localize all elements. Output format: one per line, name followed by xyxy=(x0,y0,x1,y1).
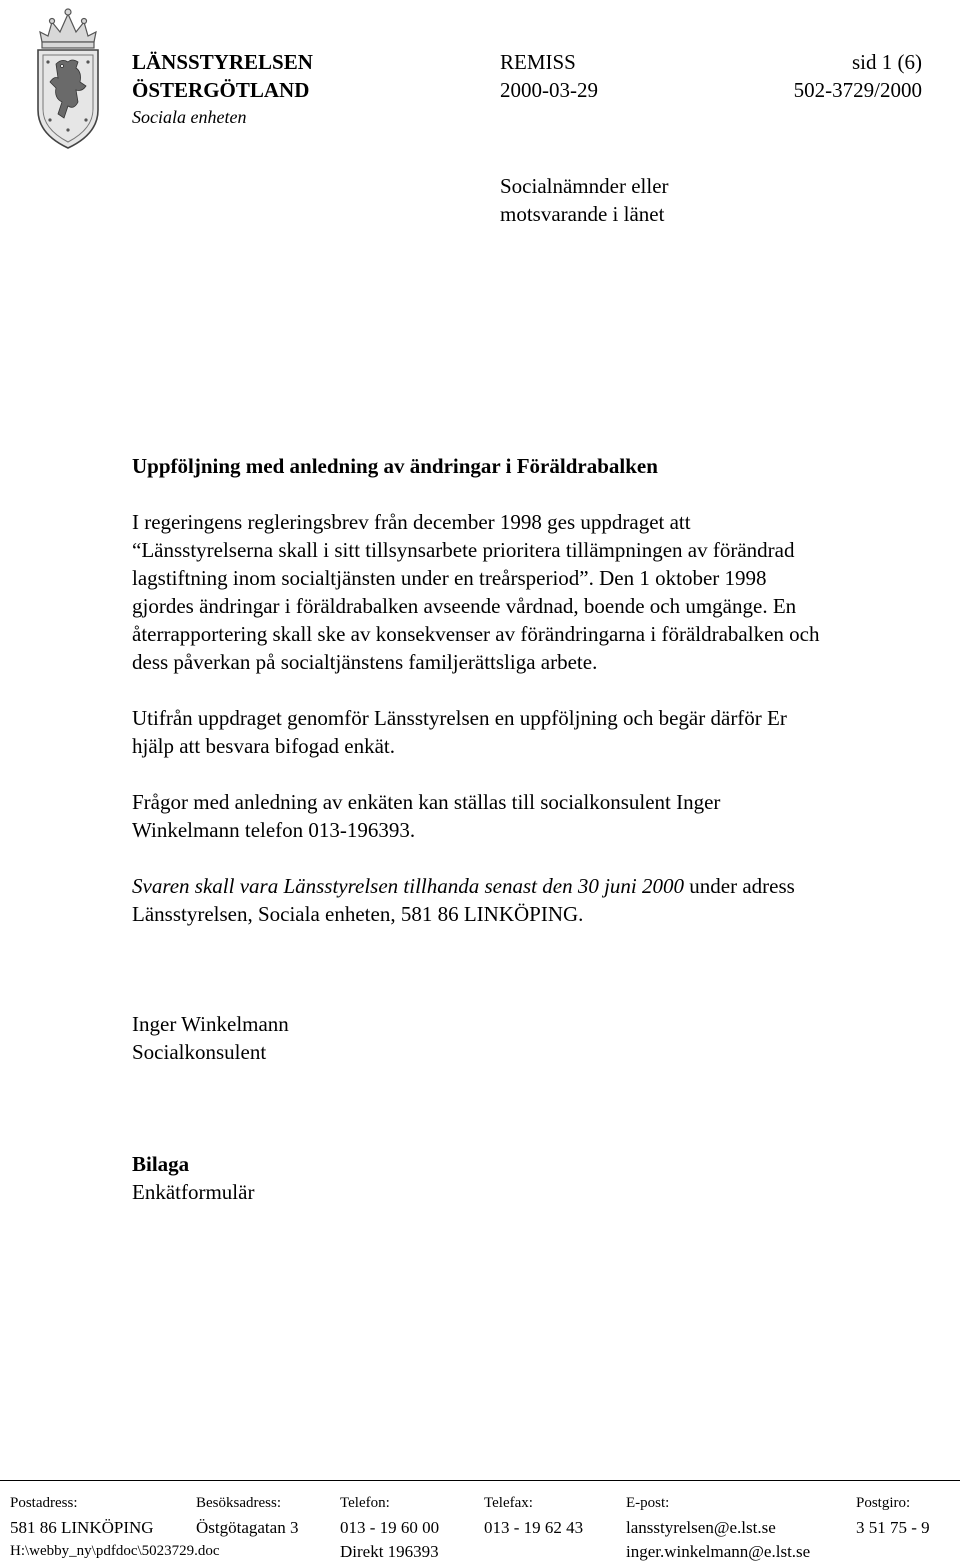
attachment-heading: Bilaga xyxy=(132,1152,190,1176)
paragraph-line: återrapportering skall ske av konsekvenser av förändringarna i föräldrabalken och xyxy=(132,622,820,646)
document-type: REMISS xyxy=(500,50,576,74)
footer-divider xyxy=(0,1480,960,1481)
paragraph-line: Frågor med anledning av enkäten kan ställas till socialkonsulent Inger xyxy=(132,790,721,814)
footer-value: 013 - 19 62 43 xyxy=(484,1518,584,1537)
address-intro: under adress xyxy=(684,874,795,898)
footer-label: Besöksadress: xyxy=(196,1495,281,1511)
paragraph-questions xyxy=(132,788,912,844)
page-number: sid 1 (6) xyxy=(852,50,922,74)
paragraph-assignment xyxy=(132,508,912,676)
document-title: Uppföljning med anledning av ändringar i Föräldrabalken xyxy=(132,454,658,478)
paragraph-line: I regeringens regleringsbrev från december 1998 ges uppdraget att xyxy=(132,510,691,534)
document-date: 2000-03-29 xyxy=(500,78,598,102)
reference-number: 502-3729/2000 xyxy=(793,78,922,102)
footer-visit xyxy=(196,1494,298,1540)
paragraph-line: Utifrån uppdraget genomför Länsstyrelsen en uppföljning och begär därför Er xyxy=(132,706,787,730)
paragraph-follow-up xyxy=(132,704,912,760)
org-name-line2: ÖSTERGÖTLAND xyxy=(132,78,310,102)
signatory-role: Socialkonsulent xyxy=(132,1040,267,1064)
paragraph-line: “Länsstyrelserna skall i sitt tillsynsarbete prioritera tillämpningen av förändrad xyxy=(132,538,795,562)
deadline-text: Svaren skall vara Länsstyrelsen tillhanda senast den 30 juni 2000 xyxy=(132,874,684,898)
paragraph-deadline xyxy=(132,872,912,928)
footer-email xyxy=(626,1494,810,1564)
paragraph-line: hjälp att besvara bifogad enkät. xyxy=(132,734,395,758)
footer-label: Telefax: xyxy=(484,1495,533,1511)
footer-giro xyxy=(856,1494,930,1540)
paragraph-line: Winkelmann telefon 013-196393. xyxy=(132,818,416,842)
footer-label: Postadress: xyxy=(10,1495,78,1511)
paragraph-line: gjordes ändringar i föräldrabalken avseende vårdnad, boende och umgänge. En xyxy=(132,594,797,618)
org-name-line1: LÄNSSTYRELSEN xyxy=(132,50,313,74)
footer-value-direct: Direkt 196393 xyxy=(340,1542,439,1561)
recipient-line1: Socialnämnder eller xyxy=(500,174,669,198)
footer-fax xyxy=(484,1494,583,1540)
return-address: Länsstyrelsen, Sociala enheten, 581 86 LINKÖPING. xyxy=(132,902,584,926)
footer-postal xyxy=(10,1494,220,1562)
signatory-name: Inger Winkelmann xyxy=(132,1012,289,1036)
footer-value: Östgötagatan 3 xyxy=(196,1518,299,1537)
paragraph-line: dess påverkan på socialtjänstens familjerättsliga arbete. xyxy=(132,650,598,674)
email-link[interactable]: lansstyrelsen@e.lst.se xyxy=(626,1518,776,1537)
footer-value: 3 51 75 - 9 xyxy=(856,1518,930,1537)
file-path: H:\webby_ny\pdfdoc\5023729.doc xyxy=(10,1543,220,1559)
footer-label: E-post: xyxy=(626,1495,670,1511)
footer-label: Postgiro: xyxy=(856,1495,911,1511)
department-name: Sociala enheten xyxy=(132,107,247,127)
footer-value: 581 86 LINKÖPING xyxy=(10,1518,154,1537)
footer-label: Telefon: xyxy=(340,1495,390,1511)
paragraph-line xyxy=(132,872,912,900)
footer-value: 013 - 19 60 00 xyxy=(340,1518,440,1537)
email-link[interactable]: inger.winkelmann@e.lst.se xyxy=(626,1542,811,1561)
footer-phone xyxy=(340,1494,439,1564)
attachment-item: Enkätformulär xyxy=(132,1180,255,1204)
recipient-line2: motsvarande i länet xyxy=(500,202,665,226)
paragraph-line: lagstiftning inom socialtjänsten under en treårsperiod”. Den 1 oktober 1998 xyxy=(132,566,767,590)
coat-of-arms-logo xyxy=(28,2,108,150)
